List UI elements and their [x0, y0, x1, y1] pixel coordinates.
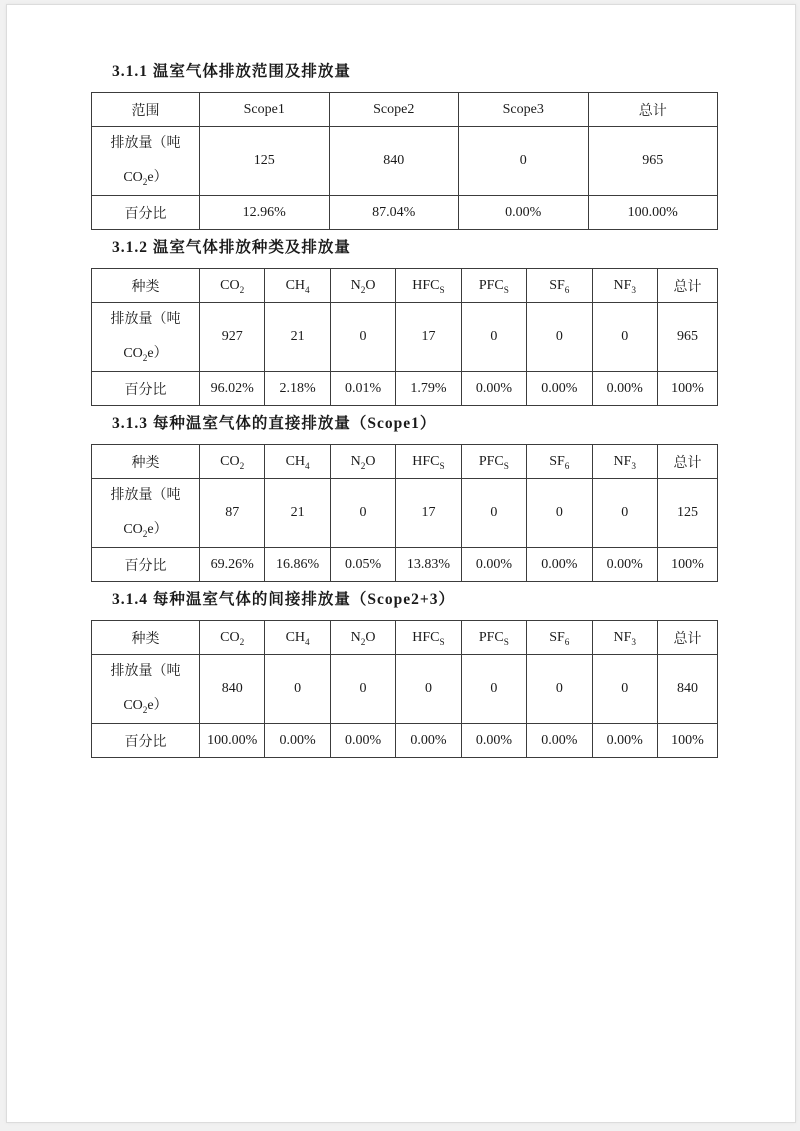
value-cell: 96.02% [200, 372, 265, 406]
column-header: $SF_6$ [527, 445, 592, 479]
column-header: 总计 [588, 93, 718, 127]
percent-row [92, 724, 718, 758]
value-cell: 0.00% [459, 196, 589, 230]
value-cell: 0.00% [265, 724, 330, 758]
value-cell: 0.00% [527, 724, 592, 758]
value-cell: 2.18% [265, 372, 330, 406]
value-cell: 100.00% [588, 196, 718, 230]
value-cell: 0 [461, 655, 526, 724]
value-cell: 100.00% [200, 724, 265, 758]
section-indirect-emissions [91, 590, 795, 758]
emission-row [92, 479, 718, 548]
column-header: $PFC_S$ [461, 621, 526, 655]
column-header: $HFC_S$ [396, 445, 461, 479]
value-cell: 0 [527, 303, 592, 372]
column-header: Scope2 [329, 93, 459, 127]
table-header-row [92, 445, 718, 479]
gas-type-table [91, 268, 718, 406]
value-cell: 0 [461, 303, 526, 372]
value-cell: 13.83% [396, 548, 461, 582]
column-header: $HFC_S$ [396, 621, 461, 655]
value-cell: 965 [658, 303, 718, 372]
value-cell: 125 [200, 127, 330, 196]
value-cell: 0 [592, 655, 657, 724]
value-cell: 0.00% [461, 724, 526, 758]
value-cell: 0 [592, 303, 657, 372]
column-header: 总计 [658, 445, 718, 479]
document-page [6, 4, 796, 1123]
table-header-row [92, 93, 718, 127]
value-cell: 0 [396, 655, 461, 724]
row-label: 百分比 [92, 548, 200, 582]
table-header-row [92, 621, 718, 655]
column-header: 种类 [92, 269, 200, 303]
column-header: $CO_2$ [200, 621, 265, 655]
emission-row [92, 127, 718, 196]
column-header: 种类 [92, 621, 200, 655]
column-header: $SF_6$ [527, 269, 592, 303]
column-header: 总计 [658, 269, 718, 303]
value-cell: 0 [330, 655, 395, 724]
value-cell: 0.00% [592, 372, 657, 406]
value-cell: 965 [588, 127, 718, 196]
value-cell: 21 [265, 479, 330, 548]
row-label: 排放量（吨$CO_2e$） [92, 655, 200, 724]
section-scope-emissions [91, 62, 795, 230]
indirect-emissions-table [91, 620, 718, 758]
column-header: 总计 [658, 621, 718, 655]
column-header: $CH_4$ [265, 445, 330, 479]
section-gas-types [91, 238, 795, 406]
value-cell: 840 [658, 655, 718, 724]
value-cell: 17 [396, 303, 461, 372]
column-header: $PFC_S$ [461, 445, 526, 479]
value-cell: 100% [658, 372, 718, 406]
value-cell: 16.86% [265, 548, 330, 582]
value-cell: 100% [658, 724, 718, 758]
section-heading: 3.1.4 每种温室气体的间接排放量（Scope2+3） [112, 591, 455, 608]
column-header: 范围 [92, 93, 200, 127]
column-header: $CO_2$ [200, 445, 265, 479]
column-header: $HFC_S$ [396, 269, 461, 303]
value-cell: 0.00% [461, 372, 526, 406]
value-cell: 840 [329, 127, 459, 196]
column-header: $NF_3$ [592, 445, 657, 479]
column-header: 种类 [92, 445, 200, 479]
page-content [7, 5, 795, 758]
value-cell: 0.00% [527, 548, 592, 582]
value-cell: 87 [200, 479, 265, 548]
section-heading: 3.1.1 温室气体排放范围及排放量 [112, 63, 351, 80]
column-header: $NF_3$ [592, 621, 657, 655]
value-cell: 0.05% [330, 548, 395, 582]
value-cell: 0 [461, 479, 526, 548]
value-cell: 1.79% [396, 372, 461, 406]
section-direct-emissions [91, 414, 795, 582]
row-label: 百分比 [92, 372, 200, 406]
column-header: Scope3 [459, 93, 589, 127]
value-cell: 0.00% [396, 724, 461, 758]
column-header: Scope1 [200, 93, 330, 127]
column-header: $NF_3$ [592, 269, 657, 303]
value-cell: 840 [200, 655, 265, 724]
column-header: $N_2O$ [330, 269, 395, 303]
value-cell: 927 [200, 303, 265, 372]
value-cell: 0 [265, 655, 330, 724]
value-cell: 0.00% [461, 548, 526, 582]
emission-row [92, 655, 718, 724]
row-label: 排放量（吨$CO_2e$） [92, 303, 200, 372]
value-cell: 0.00% [527, 372, 592, 406]
column-header: $CO_2$ [200, 269, 265, 303]
value-cell: 0 [527, 655, 592, 724]
table-header-row [92, 269, 718, 303]
value-cell: 125 [658, 479, 718, 548]
percent-row [92, 548, 718, 582]
column-header: $N_2O$ [330, 445, 395, 479]
column-header: $CH_4$ [265, 621, 330, 655]
value-cell: 21 [265, 303, 330, 372]
value-cell: 69.26% [200, 548, 265, 582]
value-cell: 0.00% [592, 724, 657, 758]
value-cell: 0.01% [330, 372, 395, 406]
value-cell: 0.00% [592, 548, 657, 582]
value-cell: 0 [330, 303, 395, 372]
section-heading: 3.1.3 每种温室气体的直接排放量（Scope1） [112, 415, 437, 432]
row-label: 百分比 [92, 724, 200, 758]
percent-row [92, 196, 718, 230]
value-cell: 87.04% [329, 196, 459, 230]
section-heading: 3.1.2 温室气体排放种类及排放量 [112, 239, 351, 256]
value-cell: 12.96% [200, 196, 330, 230]
value-cell: 0 [527, 479, 592, 548]
row-label: 百分比 [92, 196, 200, 230]
value-cell: 17 [396, 479, 461, 548]
value-cell: 0.00% [330, 724, 395, 758]
scope-summary-table [91, 92, 718, 230]
column-header: $PFC_S$ [461, 269, 526, 303]
emission-row [92, 303, 718, 372]
value-cell: 0 [592, 479, 657, 548]
row-label: 排放量（吨$CO_2e$） [92, 479, 200, 548]
column-header: $CH_4$ [265, 269, 330, 303]
column-header: $N_2O$ [330, 621, 395, 655]
value-cell: 100% [658, 548, 718, 582]
row-label: 排放量（吨$CO_2e$） [92, 127, 200, 196]
value-cell: 0 [459, 127, 589, 196]
value-cell: 0 [330, 479, 395, 548]
column-header: $SF_6$ [527, 621, 592, 655]
direct-emissions-table [91, 444, 718, 582]
percent-row [92, 372, 718, 406]
